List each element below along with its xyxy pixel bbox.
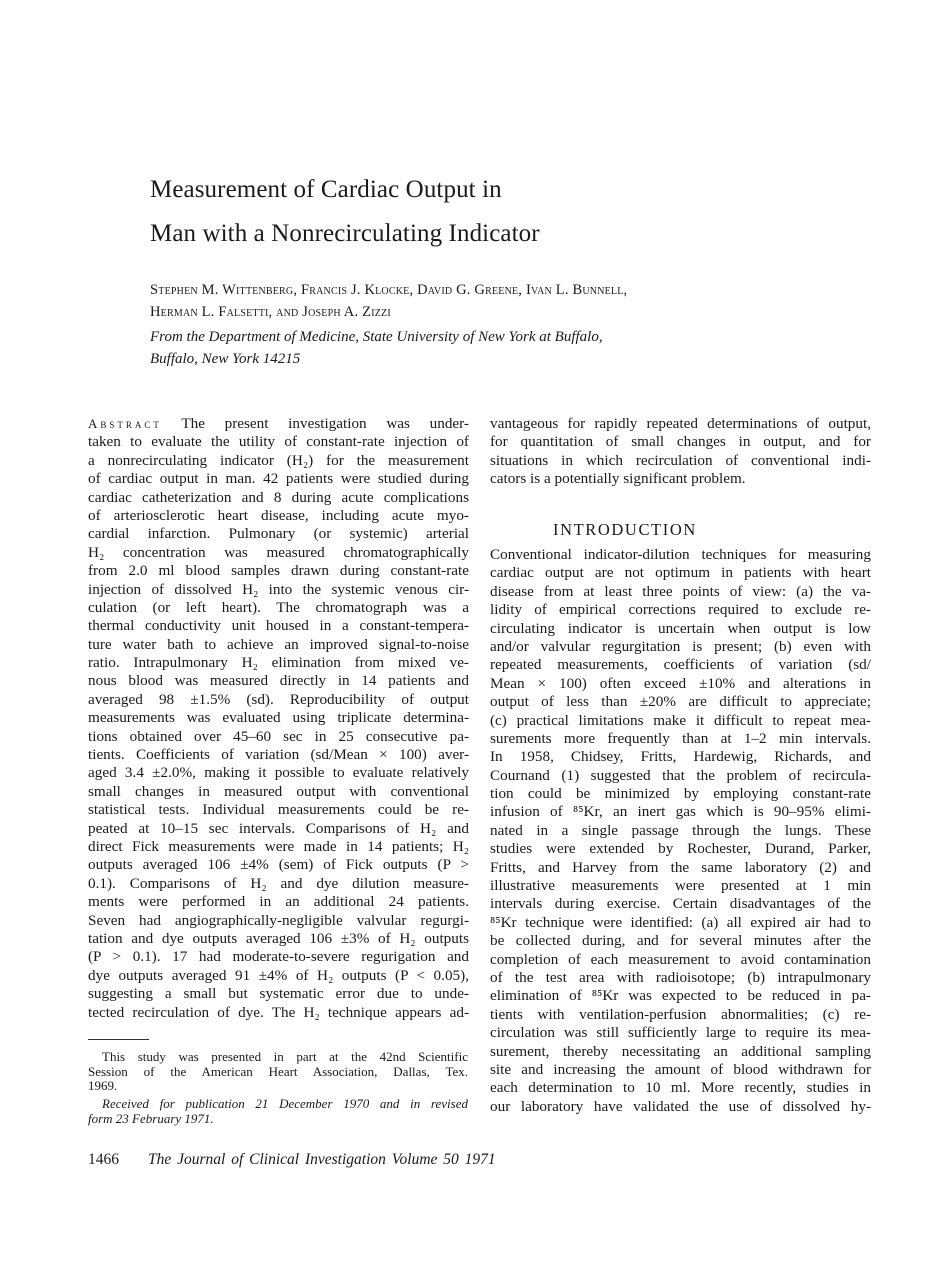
text-line: surement, thereby necessitating an additional sampling (490, 1042, 871, 1060)
text-line: Cournand (1) suggested that the problem of recircula- (490, 766, 871, 784)
text-line: Mean × 100) often exceed ±10% and alterations in (490, 674, 871, 692)
text-line: nous blood was measured directly in 14 patients and (88, 672, 469, 690)
text-line: Seven had angiographically-negligible valvular regurgi- (88, 911, 469, 929)
text-line: direct Fick measurements were made in 14 patients; H₂ (88, 837, 469, 855)
text-line: H₂ concentration was measured chromatographically (88, 543, 469, 561)
text-line: of cardiac output in man. 42 patients were studied during (88, 470, 469, 488)
page-number: 1466 (88, 1151, 119, 1168)
text-line: statistical tests. Individual measurements could be re- (88, 801, 469, 819)
text-line: be collected during, and for several minutes after the (490, 932, 871, 950)
text-line: Fritts, and Harvey from the same laboratory (2) and (490, 858, 871, 876)
text-line: elimination of ⁸⁵Kr was expected to be reduced in pa- (490, 987, 871, 1005)
text-line: 1969. (88, 1078, 118, 1094)
text-line: 0.1). Comparisons of H₂ and dye dilution measure- (88, 874, 469, 892)
text-line: infusion of ⁸⁵Kr, an inert gas which is 90–95% elimi- (490, 803, 871, 821)
text-line: nated in a single passage through the lungs. These (490, 821, 871, 839)
text-line: tients. Coefficients of variation (sd/Mean × 100) aver- (88, 746, 469, 764)
abstract-continuation (490, 415, 871, 489)
article-title-line-2: Man with a Nonrecirculating Indicator (150, 220, 540, 247)
text-line: Received for publication 21 December 1970 and in revised (102, 1096, 468, 1111)
text-line: thermal conductivity unit housed in a constant-tempera- (88, 617, 469, 635)
text-line: ture water bath to achieve an improved signal-to-noise (88, 635, 469, 653)
text-line: circulating indicator is uncertain when output is low (490, 619, 871, 637)
text-line: averaged 98 ±1.5% (sd). Reproducibility of output (88, 690, 469, 708)
text-line: circulation was still sufficiently large to require its mea- (490, 1024, 871, 1042)
text-line: In 1958, Chidsey, Fritts, Hardewig, Richards, and (490, 748, 871, 766)
text-line: a nonrecirculating indicator (H₂) for the measurement (88, 451, 469, 469)
text-line: output of less than ±20% are difficult to appreciate; (490, 693, 871, 711)
text-line: (c) practical limitations make it difficult to repeat mea- (490, 711, 871, 729)
page-footer (88, 1151, 496, 1169)
text-line: ments were performed in an additional 24 patients. (88, 893, 469, 911)
text-line (88, 415, 469, 433)
text-line: each determination to 10 ml. More recently, studies in (490, 1079, 871, 1097)
text-line: This study was presented in part at the 42nd Scientific (102, 1049, 468, 1064)
text-line: dye outputs averaged 91 ±4% of H₂ outputs (P < 0.05), (88, 966, 469, 984)
text-line: outputs averaged 106 ±4% (sem) of Fick outputs (P > (88, 856, 469, 874)
footnote-divider (88, 1039, 149, 1040)
text-line: ratio. Intrapulmonary H₂ elimination from mixed ve- (88, 654, 469, 672)
text-line: intervals during exercise. Certain disadvantages of the (490, 895, 871, 913)
text-line: illustrative measurements were presented at 1 min (490, 877, 871, 895)
text-line: peated at 10–15 sec intervals. Comparisons of H₂ and (88, 819, 469, 837)
text-line: our laboratory have validated the use of dissolved hy- (490, 1097, 871, 1115)
text-line: tions obtained over 45–60 sec in 25 consecutive pa- (88, 727, 469, 745)
text-line: form 23 February 1971. (88, 1110, 214, 1126)
authors-line-1: Stephen M. Wittenberg, Francis J. Klocke, David G. Greene, Ivan L. Bunnell, (150, 282, 628, 298)
text-line: injection of dissolved H₂ into the systemic venous cir- (88, 580, 469, 598)
article-title-line-1: Measurement of Cardiac Output in (150, 176, 502, 203)
text-run: The present investigation was under- (181, 415, 469, 432)
text-line: taken to evaluate the utility of constant-rate injection of (88, 433, 469, 451)
text-line: studies were extended by Rochester, Durand, Parker, (490, 840, 871, 858)
text-line: cardial infarction. Pulmonary (or systemic) arterial (88, 525, 469, 543)
authors-line-2: Herman L. Falsetti, and Joseph A. Zizzi (150, 304, 391, 320)
text-line: tients with ventilation-perfusion abnormalities; (c) re- (490, 1005, 871, 1023)
affiliation-line-1: From the Department of Medicine, State University of New York at Buffalo, (150, 329, 603, 345)
footnote-presented (88, 1050, 468, 1094)
text-line: cardiac output are not optimum in patients with heart (490, 564, 871, 582)
text-line: cators is a potentially significant problem. (490, 470, 746, 488)
footnote-received (88, 1097, 468, 1126)
introduction-text (490, 546, 871, 1116)
text-line: and/or valvular regurgitation is present; (b) even with (490, 637, 871, 655)
text-line: measurements was evaluated using triplicate determina- (88, 709, 469, 727)
text-line: aged 3.4 ±2.0%, making it possible to evaluate relatively (88, 764, 469, 782)
text-line: completion of each measurement to avoid contamination (490, 950, 871, 968)
text-line: Conventional indicator-dilution techniques for measuring (490, 546, 871, 563)
text-line: small changes in measured output with conventional (88, 782, 469, 800)
text-line: situations in which recirculation of conventional indi- (490, 451, 871, 469)
abstract-label: Abstract (88, 416, 162, 431)
text-line: tation and dye outputs averaged 106 ±3% of H₂ outputs (88, 929, 469, 947)
text-line: for quantitation of small changes in output, and for (490, 433, 871, 451)
abstract-column (88, 415, 469, 1022)
text-line: lidity of empirical corrections required to exclude re- (490, 601, 871, 619)
text-line: surements more frequently than at 1–2 min intervals. (490, 729, 871, 747)
text-line: site and increasing the amount of blood withdrawn for (490, 1060, 871, 1078)
text-line: from 2.0 ml blood samples drawn during constant-rate (88, 562, 469, 580)
text-line: ⁸⁵Kr technique were identified: (a) all expired air had to (490, 913, 871, 931)
text-line: suggesting a small but systematic error due to unde- (88, 985, 469, 1003)
text-line: (P > 0.1). 17 had moderate-to-severe regurigation and (88, 948, 469, 966)
text-line: of arteriosclerotic heart disease, including acute myo- (88, 506, 469, 524)
journal-citation: The Journal of Clinical Investigation Volume 50 1971 (148, 1151, 496, 1168)
text-line: tected recirculation of dye. The H₂ technique appears ad- (88, 1003, 469, 1021)
text-line: vantageous for rapidly repeated determinations of output, (490, 415, 871, 432)
text-line: culation (or left heart). The chromatograph was a (88, 598, 469, 616)
text-line: tion could be minimized by employing constant-rate (490, 785, 871, 803)
text-line: cardiac catheterization and 8 during acute complications (88, 488, 469, 506)
text-line: disease from at least three points of view: (a) the va- (490, 582, 871, 600)
affiliation-line-2: Buffalo, New York 14215 (150, 351, 301, 367)
text-line: repeated measurements, coefficients of variation (sd/ (490, 656, 871, 674)
text-line: of the test area with radioisotope; (b) intrapulmonary (490, 968, 871, 986)
text-line: Session of the American Heart Association, Dallas, Tex. (88, 1063, 468, 1079)
section-heading-introduction: INTRODUCTION (553, 520, 697, 539)
